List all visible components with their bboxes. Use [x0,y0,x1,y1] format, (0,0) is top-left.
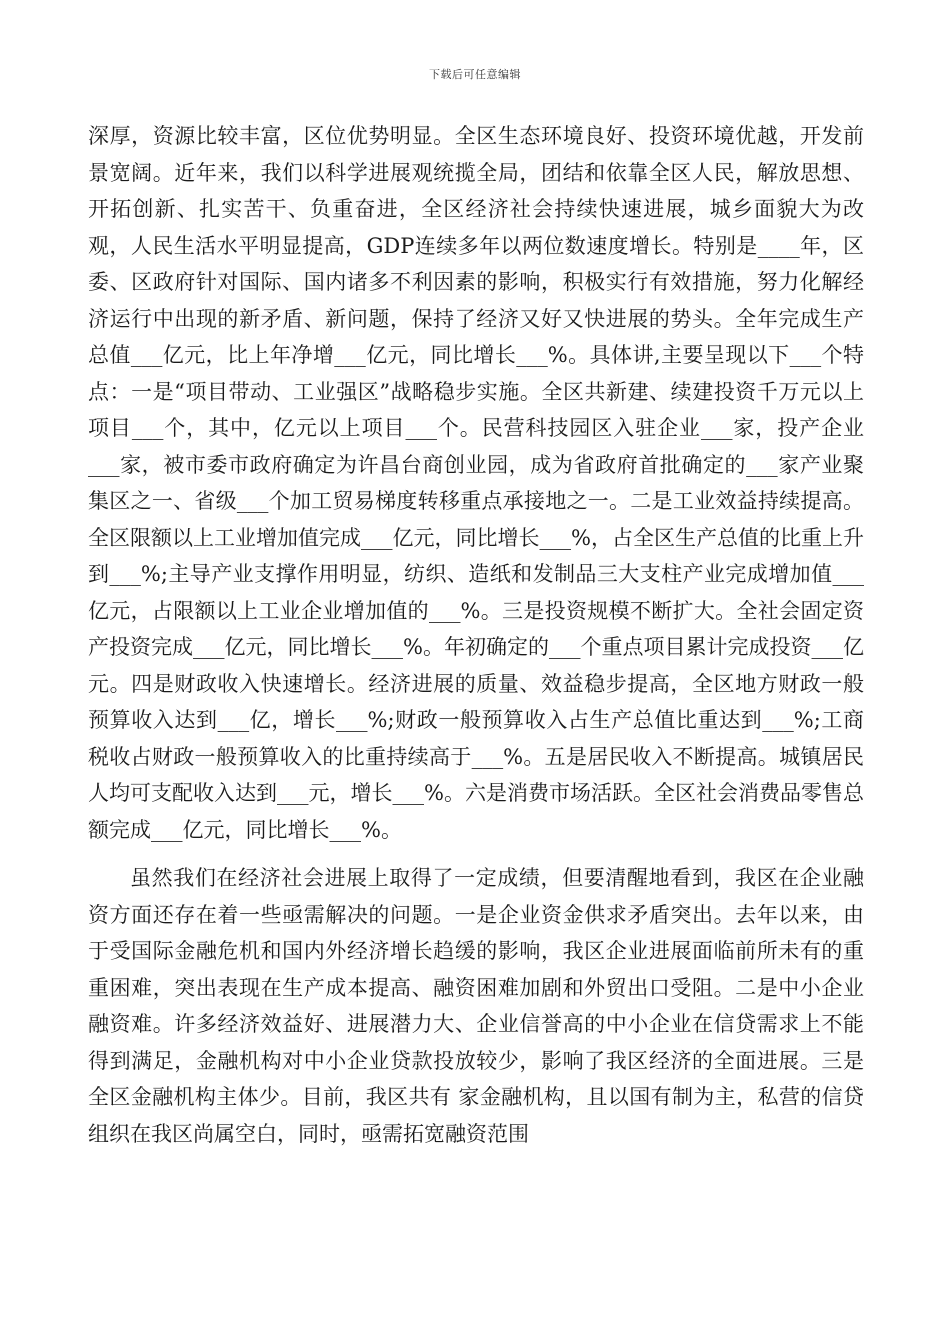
paragraph-financing-problems: 虽然我们在经济社会进展上取得了一定成绩，但要清醒地看到，我区在企业融资方面还存在着一些亟需解决的问题。一是企业资金供求矛盾突出。去年以来，由于受国际金融危机和国内外经济增长趋缓的影响，我区企业进展面临前所未有的重重困难，突出表现在生产成本提高、融资困难加剧和外贸出口受阻。二是中小企业融资难。许多经济效益好、进展潜力大、企业信誉高的中小企业在信贷需求上不能得到满足，金融机构对中小企业贷款投放较少，影响了我区经济的全面进展。三是全区金融机构主体少。目前，我区共有 家金融机构，且以国有制为主，私营的信贷组织在我区尚属空白，同时，亟需拓宽融资范围 [88,866,864,1146]
page-header: 下载后可任意编辑 [429,68,521,81]
paragraph-economic-overview: 深厚，资源比较丰富，区位优势明显。全区生态环境良好、投资环境优越，开发前景宽阔。近年来，我们以科学进展观统揽全局，团结和依靠全区人民，解放思想、开拓创新、扎实苦干、负重奋进，全区经济社会持续快速进展，城乡面貌大为改观，人民生活水平明显提高，GDP连续多年以两位数速度增长。特别是____年，区委、区政府针对国际、国内诸多不利因素的影响，积极实行有效措施，努力化解经济运行中出现的新矛盾、新问题，保持了经济又好又快进展的势头。全年完成生产总值___亿元，比上年净增___亿元，同比增长___%。具体讲,主要呈现以下___个特点：一是“项目带动、工业强区”战略稳步实施。全区共新建、续建投资千万元以上项目___个，其中，亿元以上项目___个。民营科技园区入驻企业___家，投产企业___家，被市委市政府确定为许昌台商创业园，成为省政府首批确定的___家产业聚集区之一、省级___个加工贸易梯度转移重点承接地之一。二是工业效益持续提高。全区限额以上工业增加值完成___亿元，同比增长___%，占全区生产总值的比重上升到___%;主导产业支撑作用明显，纺织、造纸和发制品三大支柱产业完成增加值___亿元，占限额以上工业企业增加值的___%。三是投资规模不断扩大。全社会固定资产投资完成___亿元，同比增长___%。年初确定的___个重点项目累计完成投资___亿元。四是财政收入快速增长。经济进展的质量、效益稳步提高，全区地方财政一般预算收入达到___亿，增长___%;财政一般预算收入占生产总值比重达到___%;工商税收占财政一般预算收入的比重持续高于___%。五是居民收入不断提高。城镇居民人均可支配收入达到___元，增长___%。六是消费市场活跃。全区社会消费品零售总额完成___亿元，同比增长___%。 [88,124,864,842]
document-body [88,118,864,1152]
